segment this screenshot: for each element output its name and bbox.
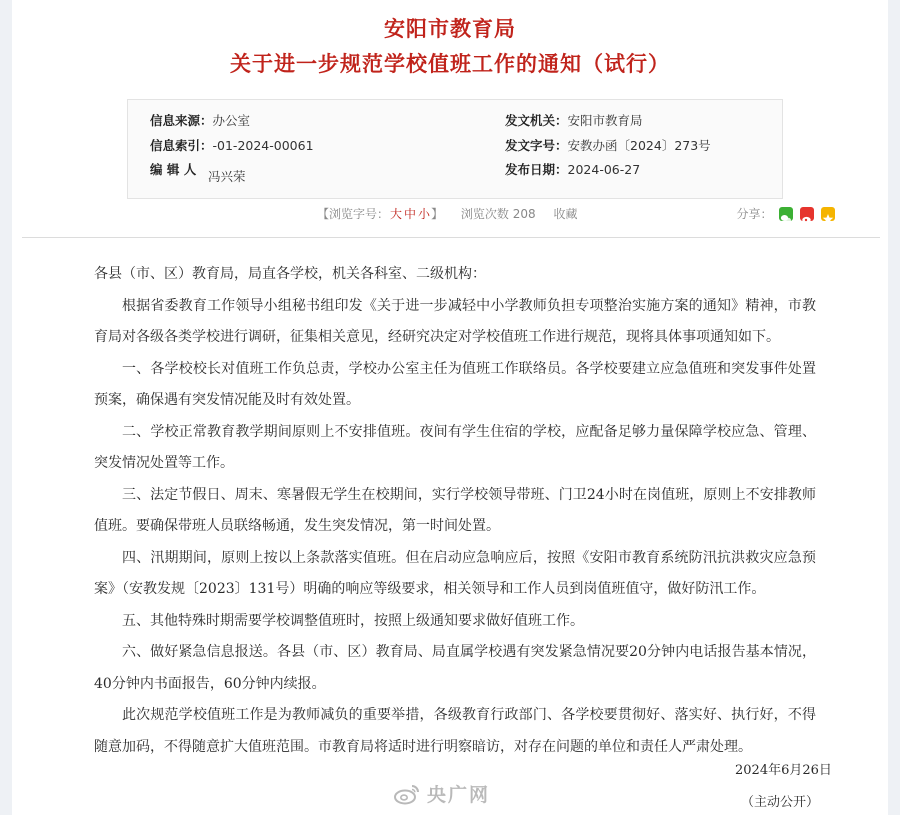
info-source-label: 信息来源： xyxy=(150,113,213,128)
publicity-note: （主动公开） xyxy=(741,795,820,810)
info-source xyxy=(150,112,250,130)
document-header xyxy=(0,14,900,80)
document-body xyxy=(94,259,816,763)
paragraph-item-3: 三、法定节假日、周末、寒暑假无学生在校期间，实行学校领导带班、门卫24小时在岗值班，原则上不安排教师值班。要确保带班人员联络畅通，发生突发情况，第一时间处置。 xyxy=(94,486,816,534)
paragraph-item-2: 二、学校正常教育教学期间原则上不安排值班。夜间有学生住宿的学校，应配备足够力量保障学校应急、管理、突发情况处置等工作。 xyxy=(94,423,816,471)
info-docno-value: 安教办函〔2024〕273号 xyxy=(567,138,711,153)
info-editor-value: 冯兴荣 xyxy=(208,169,246,184)
qzone-icon[interactable] xyxy=(821,207,835,221)
paragraph-item-1: 一、各学校校长对值班工作负总责，学校办公室主任为值班工作联络员。各学校要建立应急值班和突发事件处置预案，确保遇有突发情况能及时有效处置。 xyxy=(94,360,816,408)
org-title: 安阳市教育局 xyxy=(384,17,516,41)
font-size-small-button[interactable]: 小 xyxy=(418,207,431,221)
paragraph-item-5: 五、其他特殊时期需要学校调整值班时，按照上级通知要求做好值班工作。 xyxy=(122,612,584,629)
view-count: 浏览次数 208 xyxy=(460,207,536,221)
info-issuer xyxy=(505,112,643,130)
weibo-icon[interactable] xyxy=(800,207,814,221)
wechat-icon[interactable] xyxy=(779,207,793,221)
paragraph-item-4: 四、汛期期间，原则上按以上条款落实值班。但在启动应急响应后，按照《安阳市教育系统防汛抗洪救灾应急预案》（安教发规〔2023〕131号）明确的响应等级要求，相关领导和工作人员到岗值班值守，做好防汛工作。 xyxy=(94,549,816,597)
paragraph-intro: 根据省委教育工作领导小组秘书组印发《关于进一步减轻中小学教师负担专项整治实施方案的通知》精神，市教育局对各级各类学校进行调研，征集相关意见，经研究决定对学校值班工作进行规范，现将具体事项通知如下。 xyxy=(94,297,816,345)
info-issuer-value: 安阳市教育局 xyxy=(567,113,643,128)
info-index xyxy=(150,137,314,155)
paragraph-item-6: 六、做好紧急信息报送。各县（市、区）教育局、局直属学校遇有突发紧急情况要20分钟内电话报告基本情况，40分钟内书面报告，60分钟内续报。 xyxy=(94,644,816,692)
info-index-label: 信息索引： xyxy=(150,138,213,153)
page-edge-left xyxy=(0,0,12,815)
font-size-label: 【浏览字号： xyxy=(317,207,390,221)
signature-date: 2024年6月26日 xyxy=(735,763,832,778)
watermark-text: 央广网 xyxy=(427,784,491,806)
toolbar-center xyxy=(317,199,577,229)
header-divider xyxy=(22,237,880,238)
document-info-box xyxy=(127,99,783,199)
info-index-value: -01-2024-00061 xyxy=(212,138,314,153)
info-issuer-label: 发文机关： xyxy=(505,113,568,128)
document-title: 关于进一步规范学校值班工作的通知（试行） xyxy=(230,52,670,76)
share-bar xyxy=(737,199,836,229)
salutation: 各县（市、区）教育局，局直各学校，机关各科室、二级机构： xyxy=(94,266,486,282)
info-docno xyxy=(505,137,711,155)
info-editor-label: 编 辑 人 xyxy=(150,162,197,177)
font-size-bracket: 】 xyxy=(431,207,444,221)
paragraph-closing: 此次规范学校值班工作是为教师减负的重要举措，各级教育行政部门、各学校要贯彻好、落实好、执行好，不得随意加码，不得随意扩大值班范围。市教育局将适时进行明察暗访，对存在问题的单位和责任人严肃处理。 xyxy=(94,707,816,755)
info-editor xyxy=(150,161,196,179)
info-docno-label: 发文字号： xyxy=(505,138,568,153)
info-date xyxy=(505,161,640,179)
info-date-value: 2024-06-27 xyxy=(567,162,641,177)
info-source-value: 办公室 xyxy=(212,113,251,128)
page-edge-right xyxy=(888,0,900,815)
font-size-large-button[interactable]: 大 xyxy=(390,207,403,221)
info-date-label: 发布日期： xyxy=(505,162,568,177)
watermark xyxy=(393,780,490,807)
weibo-logo-icon xyxy=(393,783,421,805)
article-toolbar xyxy=(127,199,783,229)
favorite-button[interactable]: 收藏 xyxy=(553,207,578,221)
share-label: 分享： xyxy=(736,207,773,221)
font-size-medium-button[interactable]: 中 xyxy=(404,207,417,221)
